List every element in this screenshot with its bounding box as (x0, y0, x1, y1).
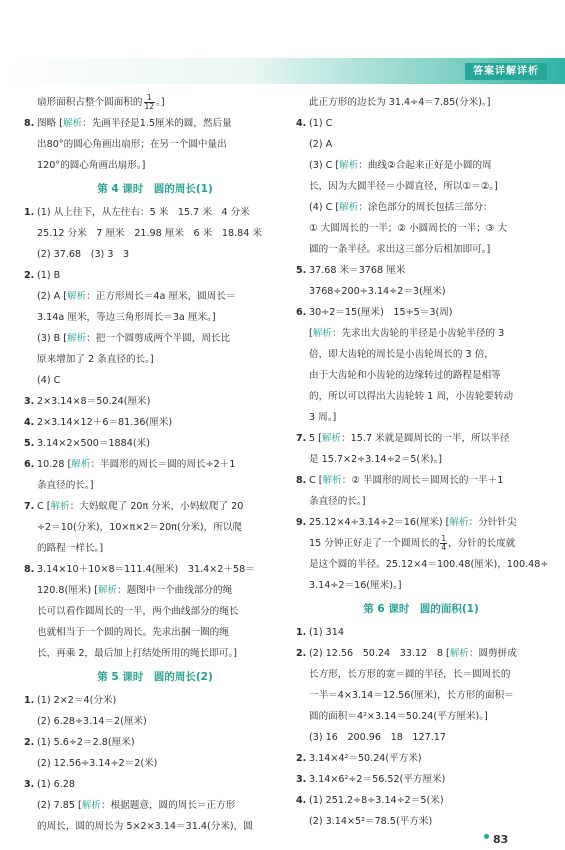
right-column (296, 92, 549, 832)
left-column (24, 92, 286, 837)
section-title: 第 5 课时 圆的周长(2) (97, 671, 213, 683)
analysis-tag: 解析 (81, 800, 101, 811)
analysis-tag: 解析 (339, 202, 359, 213)
analysis-tag: 解析 (312, 328, 332, 339)
analysis-tag: 解析 (449, 648, 469, 659)
question-1: 1. (1) 314 (296, 627, 344, 638)
analysis-tag: 解析 (62, 118, 83, 129)
question-8: 8. 图略 [解析：先画半径是1.5厘米的圆，然后量 出80°的圆心角画出扇形；在另一个圆中量出 120°的圆心角画出扇形。] (24, 113, 286, 176)
page-number: 83 (493, 833, 509, 846)
question-2: 2. (1) 5.6÷2＝2.8(厘米) (2) 12.56÷3.14÷2＝2(米) (24, 737, 158, 769)
question-9: 9. 25.12×4÷3.14÷2＝16(厘米) [解析：分针针尖 15 分钟正好走了一个圆周长的 $\frac{1}{4}$ ，分针的长度就 是这个圆的半径。25.12×4＝100.48(厘米)，100.48÷ 3.14÷2＝16(厘米)。] (296, 517, 549, 591)
question-1: 1. (1) 2×2＝4(分米) (2) 6.28÷3.14＝2(厘米) (24, 695, 147, 727)
question-6: 6. 30÷2＝15(厘米) 15÷5＝3(周) [解析：先求出大齿轮的半径是小齿轮半径的 3 倍，即大齿轮的周长是小齿轮周长的 3 倍， 由于大齿轮和小齿轮的边缘转过的路程是相等 的，所以可以得出大齿轮转 1 周，小齿轮要转动 3 周。] (296, 307, 514, 423)
continuation-pre: 扇形面积占整个圆面积的 (37, 97, 143, 108)
page-dot-icon (484, 834, 489, 839)
question-2-parts: 2. (2) 12.56 50.24 33.12 8 [解析：圆剪拼成 长方形，长方形的宽＝圆的半径，长＝圆周长的 一半＝4×3.14＝12.56(厘米)，长方形的面积＝ 圆的面积＝4²×3.14＝50.24(平方厘米)。] (3) 16 200.96 18 127.17 (296, 648, 517, 743)
question-6: 6. 10.28 [解析：半圆形的周长＝圆的周长÷2＋1 条直径的长。] (24, 459, 236, 491)
question-8: 8. C [解析：② 半圆形的周长＝圆周长的一半＋1 条直径的长。] (296, 475, 504, 507)
question-3: 3. 2×3.14×8＝50.24(厘米) (24, 396, 151, 407)
question-4: 4. (1) 251.2÷8÷3.14÷2＝5(米) (2) 3.14×5²＝78.5(平方米) (296, 795, 444, 827)
analysis-tag: 解析 (67, 333, 87, 344)
question-7: 7. 5 [解析：15.7 米就是圆周长的一半，所以半径 是 15.7×2÷3.14÷2＝5(米)。] (296, 433, 510, 465)
question-number: 8. (24, 118, 35, 129)
question-4: 4. (1) C (2) A (3) C [解析：曲线②合起来正好是小圆的周 长，因为大圆半径＝小圆直径，所以①＝②。] (4) C [解析：涂色部分的周长包括三部分： ① 大圆周长的一半；② 小圆周长的一半；③ 大 圆的一条半径。求出这三部分后相加即可。] (296, 118, 508, 255)
question-7: 7. C [解析：大妈蚁爬了 20π 分米，小妈蚁爬了 20 ÷2＝10(分米)，10×π×2＝20π(分米)，所以爬 的路程一样长。] (24, 501, 244, 554)
question-8b: 8. 3.14×10＋10×8＝111.4(厘米) 31.4×2＋58＝ 120.8(厘米) [解析：题图中一个曲线部分的绳 长可以看作圆周长的一半，两个曲线部分的绳长 也就相当于一个圆的周长。先求出捆一圈的绳 长，再乘 2，最后加上打结处所用的绳长即可。] (24, 564, 255, 659)
analysis-tag: 解析 (321, 433, 342, 444)
analysis-tag: 解析 (339, 160, 359, 171)
analysis-tag: 解析 (449, 517, 469, 528)
header-title: 答案详解详析 (465, 63, 547, 80)
analysis-tag: 解析 (67, 291, 87, 302)
analysis-tag: 解析 (71, 459, 91, 470)
question-3: 3. (1) 6.28 (2) 7.85 [解析：根据题意，圆的周长＝正方形 的周长，圆的周长为 5×2×3.14＝31.4(分米)，圆 (24, 779, 253, 832)
question-3: 3. 3.14×6²÷2＝56.52(平方厘米) (296, 774, 446, 785)
question-4: 4. 2×3.14×12＋6＝81.36(厘米) (24, 417, 173, 428)
question-1: 1. (1) 从上往下，从左往右：5 米 15.7 米 4 分米 25.12 分米 7 厘米 21.98 厘米 6 米 18.84 米 (2) 37.68 (3) 3 3 (24, 207, 262, 260)
question-2: 2. (1) B (2) A [解析：正方形周长＝4a 厘米，圆周长＝ 3.14a 厘米，等边三角形周长＝3a 厘米。] (3) B [解析：把一个圆剪成两个半圆，周长比 原来增加了 2 条直径的长。] (4) C (24, 270, 236, 386)
analysis-tag: 解析 (322, 475, 342, 486)
question-5: 5. 37.68 米＝3768 厘米 3768÷200÷3.14÷2＝3(厘米) (296, 265, 446, 297)
section-title: 第 6 课时 圆的面积(1) (363, 603, 479, 615)
continuation-left: 扇形面积占整个圆面积的 $\frac{1}{12}$ 。] (37, 92, 165, 111)
analysis-tag: 解析 (50, 501, 70, 512)
analysis-tag: 解析 (97, 585, 118, 596)
fraction: $\frac{1}{12}$ (144, 92, 155, 111)
continuation-right: 此正方形的边长为 31.4÷4＝7.85(分米)。] (309, 97, 491, 108)
section-title: 第 4 课时 圆的周长(1) (97, 183, 213, 195)
fraction: $\frac{1}{4}$ (441, 533, 447, 552)
question-5: 5. 3.14×2×500＝1884(米) (24, 438, 150, 449)
question-2: 2. 3.14×4²＝50.24(平方米) (296, 753, 422, 764)
